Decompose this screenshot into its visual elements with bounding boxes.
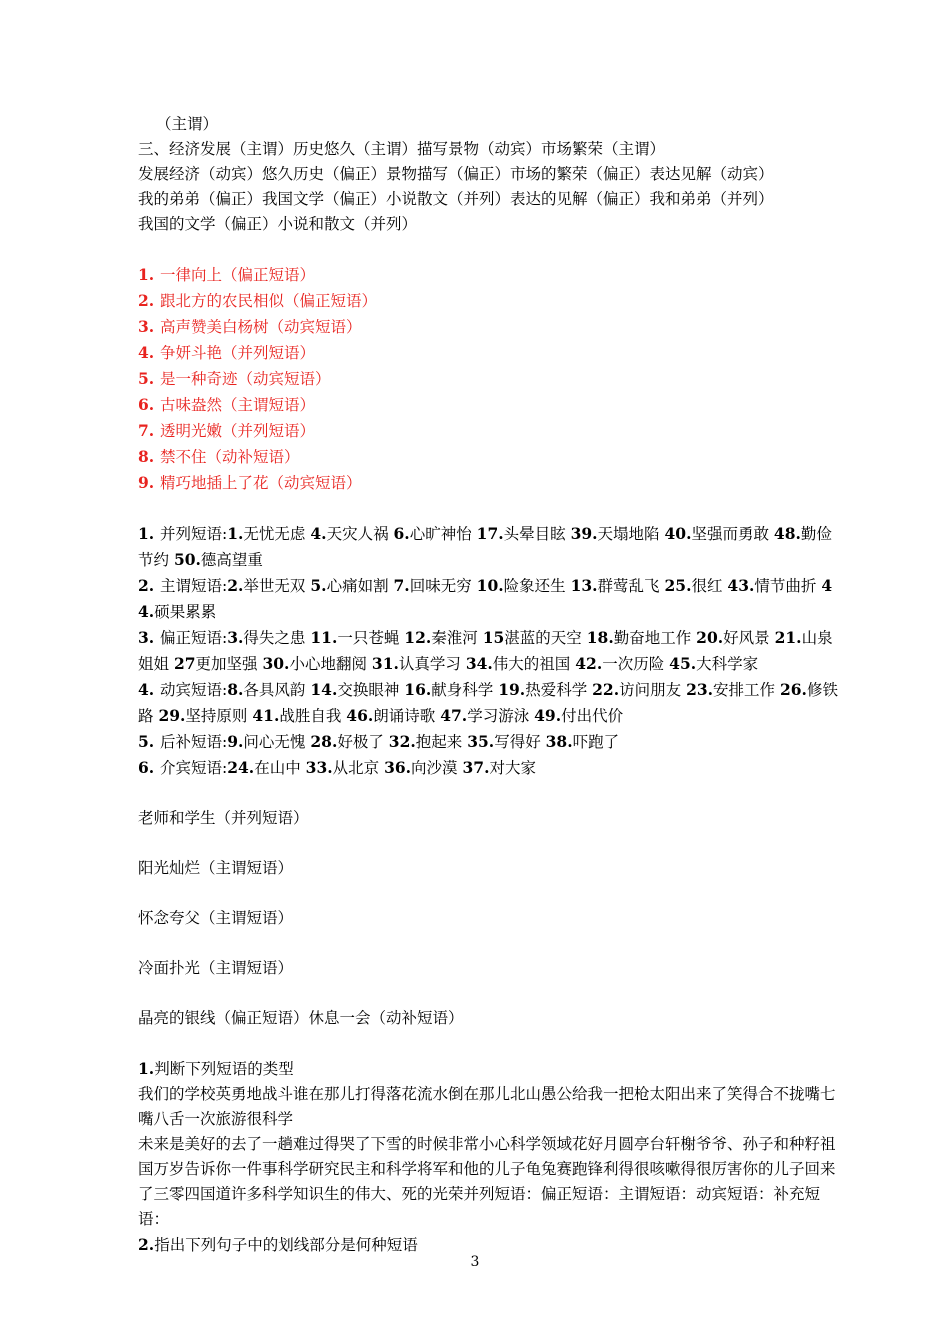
answer-number: 9. bbox=[138, 473, 155, 492]
category-list bbox=[138, 521, 838, 781]
category-item bbox=[138, 521, 838, 573]
phrase-text: 头晕目眩 bbox=[503, 525, 566, 543]
phrase-line: 怀念夸父（主谓短语） bbox=[138, 909, 294, 927]
phrase-text: 好极了 bbox=[337, 733, 384, 751]
category-item bbox=[138, 625, 838, 677]
category-label: 并列短语: bbox=[160, 525, 228, 543]
phrase-number: 17. bbox=[476, 524, 504, 543]
phrase-number: 23. bbox=[686, 680, 714, 699]
answer-text: 精巧地插上了花（动宾短语） bbox=[160, 474, 362, 492]
phrase-line: 冷面扑光（主谓短语） bbox=[138, 959, 294, 977]
phrase-number: 4. bbox=[310, 524, 327, 543]
category-number: 3. bbox=[138, 628, 155, 647]
exercise1-heading bbox=[138, 1056, 838, 1082]
phrase-number: 12. bbox=[404, 628, 432, 647]
page-number: 3 bbox=[470, 1254, 480, 1270]
category-number: 2. bbox=[138, 576, 155, 595]
phrase-number: 25. bbox=[664, 576, 692, 595]
phrase-number: 18. bbox=[586, 628, 614, 647]
phrase-text: 更加坚强 bbox=[195, 655, 258, 673]
answer-number: 2. bbox=[138, 291, 155, 310]
phrase-text: 坚强而勇敢 bbox=[691, 525, 769, 543]
answer-number: 8. bbox=[138, 447, 155, 466]
phrase-number: 1. bbox=[227, 524, 244, 543]
phrase-line: 老师和学生（并列短语） bbox=[138, 809, 309, 827]
text-line: 三、经济发展（主谓）历史悠久（主谓）描写景物（动宾）市场繁荣（主谓） bbox=[138, 140, 666, 158]
phrase-number: 16. bbox=[404, 680, 432, 699]
exercise2-title: 指出下列句子中的划线部分是何种短语 bbox=[154, 1236, 418, 1254]
phrase-text: 小心地翻阅 bbox=[289, 655, 367, 673]
exercise1-paragraph: 未来是美好的去了一趟难过得哭了下雪的时候非常小心科学领域花好月圆亭台轩榭爷爷、孙子和种籽祖国万岁告诉你一件事科学研究民主和科学将军和他的儿子龟兔赛跑锋利得很咳嗽得很厉害你的儿子回来了三零四国道许多科学知识生的伟大、死的光荣并列短语：偏正短语：主谓短语：动宾短语：补充短语： bbox=[138, 1135, 836, 1228]
phrase-number: 9. bbox=[227, 732, 244, 751]
phrase-number: 37. bbox=[462, 758, 490, 777]
phrase-line: 阳光灿烂（主谓短语） bbox=[138, 859, 294, 877]
exercise2-number: 2. bbox=[138, 1235, 155, 1254]
answer-item bbox=[138, 418, 838, 444]
phrase-number: 27 bbox=[173, 654, 196, 673]
phrase-text: 很红 bbox=[691, 577, 723, 595]
phrase-number: 8. bbox=[227, 680, 244, 699]
phrase-number: 46. bbox=[346, 706, 374, 725]
answer-item bbox=[138, 340, 838, 366]
phrase-number: 20. bbox=[696, 628, 724, 647]
page-content bbox=[138, 112, 838, 1258]
phrase-text: 安排工作 bbox=[713, 681, 776, 699]
phrase-text: 心痛如割 bbox=[326, 577, 389, 595]
phrase-number: 30. bbox=[262, 654, 290, 673]
phrase-text: 得失之患 bbox=[243, 629, 306, 647]
phrase-number: 11. bbox=[310, 628, 338, 647]
phrase-number: 48. bbox=[773, 524, 801, 543]
text-line: 我的弟弟（偏正）我国文学（偏正）小说散文（并列）表达的见解（偏正）我和弟弟（并列） bbox=[138, 190, 774, 208]
phrase-text: 勤奋地工作 bbox=[613, 629, 692, 647]
phrase-number: 6. bbox=[393, 524, 410, 543]
phrase-number: 13. bbox=[570, 576, 598, 595]
text-line: 我国的文学（偏正）小说和散文（并列） bbox=[138, 215, 418, 233]
exercise1-title: 判断下列短语的类型 bbox=[154, 1060, 294, 1078]
answer-number: 7. bbox=[138, 421, 155, 440]
category-label: 主谓短语: bbox=[160, 577, 228, 595]
answer-number: 3. bbox=[138, 317, 155, 336]
answer-text: 透明光嫩（并列短语） bbox=[160, 422, 316, 440]
category-number: 4. bbox=[138, 680, 155, 699]
phrase-number: 50. bbox=[173, 550, 201, 569]
phrase-number: 32. bbox=[388, 732, 416, 751]
phrase-text: 坚持原则 bbox=[185, 707, 248, 725]
phrase-line: 晶亮的银线（偏正短语）休息一会（动补短语） bbox=[138, 1009, 464, 1027]
phrase-number: 44. bbox=[138, 576, 833, 621]
phrase-text: 湛蓝的天空 bbox=[504, 629, 582, 647]
answer-item bbox=[138, 444, 838, 470]
phrase-text: 抱起来 bbox=[415, 733, 463, 751]
phrase-text: 在山中 bbox=[254, 759, 301, 777]
phrase-text: 修铁路 bbox=[138, 681, 838, 725]
phrase-text: 德高望重 bbox=[200, 551, 263, 569]
phrase-number: 38. bbox=[545, 732, 573, 751]
answer-text: 一律向上（偏正短语） bbox=[160, 266, 316, 284]
phrase-text: 对大家 bbox=[489, 759, 536, 777]
category-number: 5. bbox=[138, 732, 155, 751]
phrase-text: 心旷神怡 bbox=[409, 525, 472, 543]
phrase-text: 举世无双 bbox=[243, 577, 306, 595]
phrase-text: 战胜自我 bbox=[279, 707, 342, 725]
text-line: 发展经济（动宾）悠久历史（偏正）景物描写（偏正）市场的繁荣（偏正）表达见解（动宾） bbox=[138, 165, 774, 183]
answer-item bbox=[138, 288, 838, 314]
phrase-number: 21. bbox=[774, 628, 802, 647]
phrase-number: 7. bbox=[393, 576, 410, 595]
answer-text: 禁不住（动补短语） bbox=[160, 448, 300, 466]
category-label: 介宾短语: bbox=[160, 759, 228, 777]
category-label: 动宾短语: bbox=[160, 681, 228, 699]
phrase-number: 3. bbox=[227, 628, 244, 647]
phrase-text: 学习游泳 bbox=[467, 707, 530, 725]
phrase-text: 问心无愧 bbox=[243, 733, 306, 751]
phrase-text: 一次历险 bbox=[602, 655, 665, 673]
phrase-text: 从北京 bbox=[332, 759, 380, 777]
phrase-number: 49. bbox=[534, 706, 562, 725]
phrase-text: 秦淮河 bbox=[431, 629, 478, 647]
phrase-number: 5. bbox=[310, 576, 327, 595]
exercise1-number: 1. bbox=[138, 1059, 155, 1078]
phrase-text: 付出代价 bbox=[561, 707, 624, 725]
category-item bbox=[138, 677, 838, 729]
text-line: （主谓） bbox=[156, 115, 219, 133]
phrase-number: 42. bbox=[575, 654, 603, 673]
phrase-number: 29. bbox=[158, 706, 186, 725]
answer-number: 1. bbox=[138, 265, 155, 284]
phrase-number: 39. bbox=[570, 524, 598, 543]
phrase-number: 15 bbox=[482, 628, 505, 647]
phrase-number: 10. bbox=[476, 576, 504, 595]
phrase-number: 34. bbox=[465, 654, 493, 673]
exercise1-paragraph: 我们的学校英勇地战斗谁在那儿打得落花流水倒在那儿北山愚公给我一把枪太阳出来了笑得合不拢嘴七嘴八舌一次旅游很科学 bbox=[138, 1085, 836, 1128]
phrase-number: 14. bbox=[310, 680, 338, 699]
phrase-text: 无忧无虑 bbox=[243, 525, 306, 543]
phrase-number: 2. bbox=[227, 576, 244, 595]
phrase-text: 访问朋友 bbox=[619, 681, 682, 699]
answer-item bbox=[138, 392, 838, 418]
phrase-number: 19. bbox=[498, 680, 526, 699]
phrase-text: 情节曲折 bbox=[754, 577, 817, 595]
answer-number: 6. bbox=[138, 395, 155, 414]
phrase-text: 大科学家 bbox=[696, 655, 759, 673]
category-label: 后补短语: bbox=[160, 733, 228, 751]
phrase-text: 交换眼神 bbox=[337, 681, 400, 699]
answer-item bbox=[138, 366, 838, 392]
phrase-number: 22. bbox=[592, 680, 620, 699]
answer-text: 古味盎然（主谓短语） bbox=[160, 396, 316, 414]
phrase-text: 天塌地陷 bbox=[597, 525, 660, 543]
phrase-text: 朗诵诗歌 bbox=[373, 707, 436, 725]
phrase-text: 一只苍蝇 bbox=[337, 629, 400, 647]
phrase-number: 36. bbox=[384, 758, 412, 777]
phrase-number: 33. bbox=[305, 758, 333, 777]
phrase-text: 认真学习 bbox=[398, 655, 461, 673]
phrase-text: 硕果累累 bbox=[154, 603, 217, 621]
answer-text: 跟北方的农民相似（偏正短语） bbox=[160, 292, 378, 310]
phrase-text: 吓跑了 bbox=[572, 733, 620, 751]
phrase-text: 群莺乱飞 bbox=[597, 577, 660, 595]
phrase-number: 24. bbox=[227, 758, 255, 777]
category-label: 偏正短语: bbox=[160, 629, 228, 647]
category-item bbox=[138, 755, 838, 781]
category-item bbox=[138, 729, 838, 755]
phrase-text: 热爱科学 bbox=[525, 681, 588, 699]
answer-text: 是一种奇迹（动宾短语） bbox=[160, 370, 331, 388]
phrase-number: 47. bbox=[440, 706, 468, 725]
answer-item bbox=[138, 470, 838, 496]
answer-list bbox=[138, 262, 838, 496]
phrase-number: 28. bbox=[310, 732, 338, 751]
phrase-text: 险象还生 bbox=[503, 577, 566, 595]
answer-number: 5. bbox=[138, 369, 155, 388]
phrase-text: 写得好 bbox=[494, 733, 541, 751]
phrase-number: 40. bbox=[664, 524, 692, 543]
phrase-text: 好风景 bbox=[723, 629, 770, 647]
phrase-number: 26. bbox=[779, 680, 807, 699]
phrase-text: 回味无穷 bbox=[409, 577, 472, 595]
phrase-number: 43. bbox=[727, 576, 755, 595]
phrase-text: 向沙漠 bbox=[411, 759, 458, 777]
answer-number: 4. bbox=[138, 343, 155, 362]
answer-item bbox=[138, 314, 838, 340]
answer-text: 高声赞美白杨树（动宾短语） bbox=[160, 318, 362, 336]
phrase-text: 献身科学 bbox=[431, 681, 494, 699]
category-item bbox=[138, 573, 838, 625]
phrase-text: 伟大的祖国 bbox=[492, 655, 571, 673]
phrase-text: 天灾人祸 bbox=[326, 525, 389, 543]
phrase-text: 勤俭节约 bbox=[138, 525, 832, 569]
phrase-number: 35. bbox=[467, 732, 495, 751]
phrase-text: 各具风韵 bbox=[243, 681, 306, 699]
phrase-number: 31. bbox=[371, 654, 399, 673]
answer-text: 争妍斗艳（并列短语） bbox=[160, 344, 316, 362]
category-number: 1. bbox=[138, 524, 155, 543]
phrase-text: 山泉姐姐 bbox=[138, 629, 833, 673]
category-number: 6. bbox=[138, 758, 155, 777]
phrase-number: 45. bbox=[669, 654, 697, 673]
answer-item bbox=[138, 262, 838, 288]
phrase-number: 41. bbox=[252, 706, 280, 725]
